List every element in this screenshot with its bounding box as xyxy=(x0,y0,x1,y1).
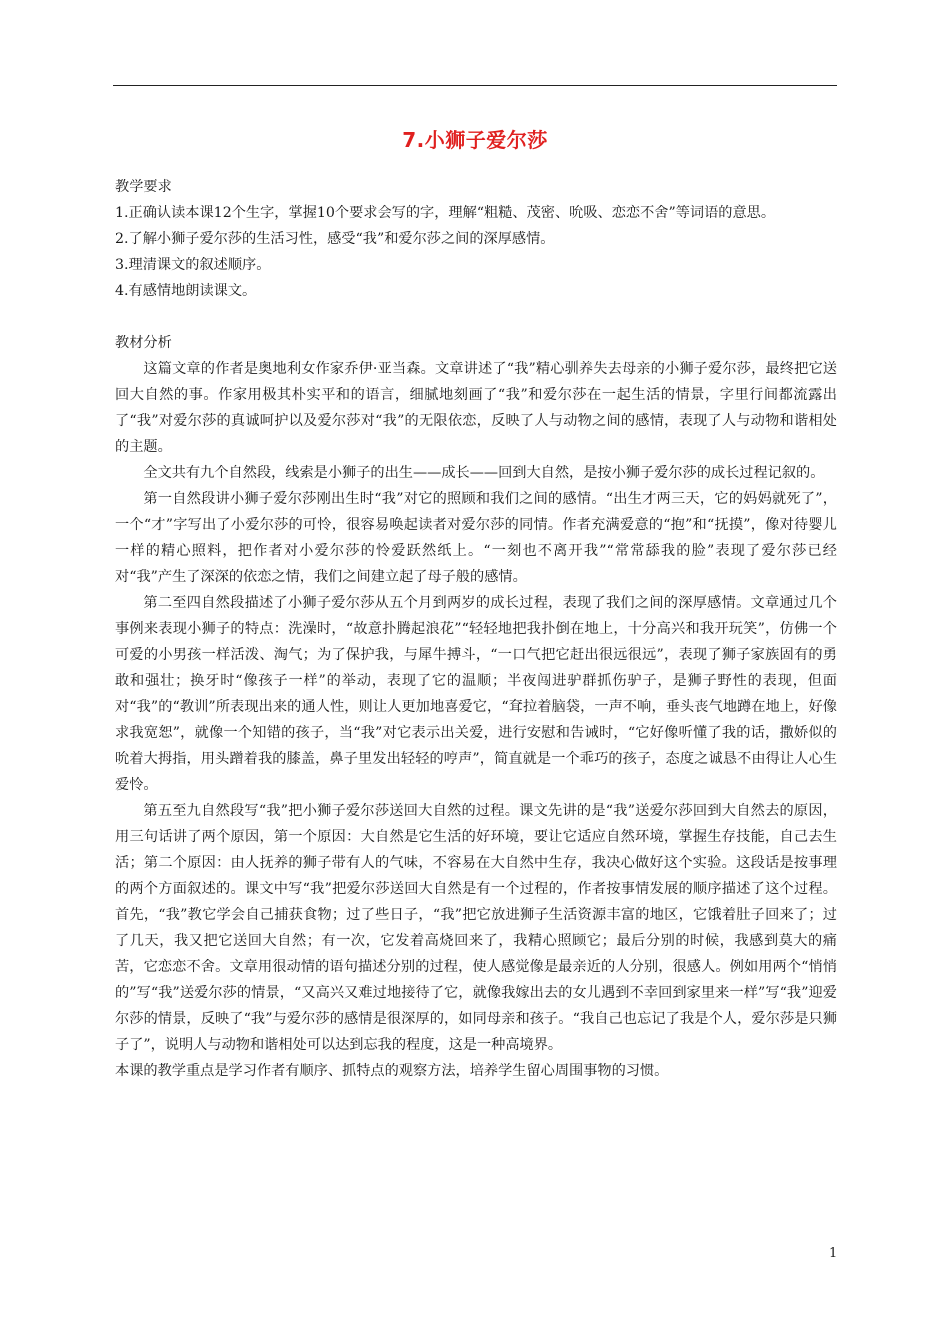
closing-paragraph: 本课的教学重点是学习作者有顺序、抓特点的观察方法，培养学生留心周围事物的习惯。 xyxy=(115,1063,669,1079)
section-heading-requirements: 教学要求 xyxy=(115,179,172,195)
requirement-item: 3.理清课文的叙述顺序。 xyxy=(115,257,271,273)
analysis-paragraph: 第一自然段讲小狮子爱尔莎刚出生时“我”对它的照顾和我们之间的感情。“出生才两三天，它的妈妈就死了”，一个“才”字写出了小爱尔莎的可怜，很容易唤起读者对爱尔莎的同情。作者充满爱意的“抱”和“抚摸”，像对待婴儿一样的精心照料，把作者对小爱尔莎的怜爱跃然纸上。“一刻也不离开我”“常常舔我的脸”表现了爱尔莎已经对“我”产生了深深的依恋之情，我们之间建立起了母子般的感情。 xyxy=(115,491,837,585)
analysis-paragraph: 这篇文章的作者是奥地利女作家乔伊·亚当森。文章讲述了“我”精心驯养失去母亲的小狮子爱尔莎，最终把它送回大自然的事。作家用极其朴实平和的语言，细腻地刻画了“我”和爱尔莎在一起生活的情景，字里行间都流露出了“我”对爱尔莎的真诚呵护以及爱尔莎对“我”的无限依恋，反映了人与动物之间的感情，表现了人与动物和谐相处的主题。 xyxy=(115,361,837,455)
document-body xyxy=(115,174,837,1084)
page-number: 1 xyxy=(829,1246,838,1261)
page-title: 7.小狮子爱尔莎 xyxy=(402,128,548,152)
requirement-item: 1.正确认读本课12个生字，掌握10个要求会写的字，理解“粗糙、茂密、吮吸、恋恋不舍”等词语的意思。 xyxy=(115,205,776,221)
requirement-item: 2.了解小狮子爱尔莎的生活习性，感受“我”和爱尔莎之间的深厚感情。 xyxy=(115,231,555,247)
section-spacer xyxy=(115,304,837,330)
analysis-paragraph: 第五至九自然段写“我”把小狮子爱尔莎送回大自然的过程。课文先讲的是“我”送爱尔莎回到大自然去的原因，用三句话讲了两个原因，第一个原因：大自然是它生活的好环境，要让它适应自然环境，掌握生存技能，自己去生活；第二个原因：由人抚养的狮子带有人的气味，不容易在大自然中生存，我决心做好这个实验。这段话是按事理的两个方面叙述的。课文中写“我”把爱尔莎送回大自然是有一个过程的，作者按事情发展的顺序描述了这个过程。首先，“我”教它学会自己捕获食物；过了些日子，“我”把它放进狮子生活资源丰富的地区，它饿着肚子回来了；过了几天，我又把它送回大自然；有一次，它发着高烧回来了，我精心照顾它；最后分别的时候，我感到莫大的痛苦，它恋恋不舍。文章用很动情的语句描述分别的过程，使人感觉像是最亲近的人分别，很感人。例如用两个“悄悄的”写“我”送爱尔莎的情景，“又高兴又难过地接待了它，就像我嫁出去的女儿遇到不幸回到家里来一样”写“我”迎爱尔莎的情景，反映了“我”与爱尔莎的感情是很深厚的，如同母亲和孩子。“我自己也忘记了我是个人，爱尔莎是只狮子了”，说明人与动物和谐相处可以达到忘我的程度，这是一种高境界。 xyxy=(115,803,837,1053)
section-heading-analysis: 教材分析 xyxy=(115,335,172,351)
header-rule xyxy=(113,85,837,86)
requirement-item: 4.有感情地朗读课文。 xyxy=(115,283,257,299)
analysis-paragraph: 全文共有九个自然段，线索是小狮子的出生——成长——回到大自然，是按小狮子爱尔莎的成长过程记叙的。 xyxy=(143,465,825,481)
analysis-paragraph: 第二至四自然段描述了小狮子爱尔莎从五个月到两岁的成长过程，表现了我们之间的深厚感情。文章通过几个事例来表现小狮子的特点：洗澡时，“故意扑腾起浪花”“轻轻地把我扑倒在地上，十分高兴和我开玩笑”，仿佛一个可爱的小男孩一样活泼、淘气；为了保护我，与犀牛搏斗，“一口气把它赶出很远很远”，表现了狮子家族固有的勇敢和强壮；换牙时“像孩子一样”的举动，表现了它的温顺；半夜闯进驴群抓伤驴子，是狮子野性的表现，但面对“我”的“教训”所表现出来的通人性，则让人更加地喜爱它，“耷拉着脑袋，一声不响，垂头丧气地蹲在地上，好像求我宽恕”，就像一个知错的孩子，当“我”对它表示出关爱，进行安慰和告诫时，“它好像听懂了我的话，撒娇似的吮着大拇指，用头蹭着我的膝盖，鼻子里发出轻轻的哼声”，简直就是一个乖巧的孩子，态度之诚恳不由得让人心生爱怜。 xyxy=(115,595,837,793)
